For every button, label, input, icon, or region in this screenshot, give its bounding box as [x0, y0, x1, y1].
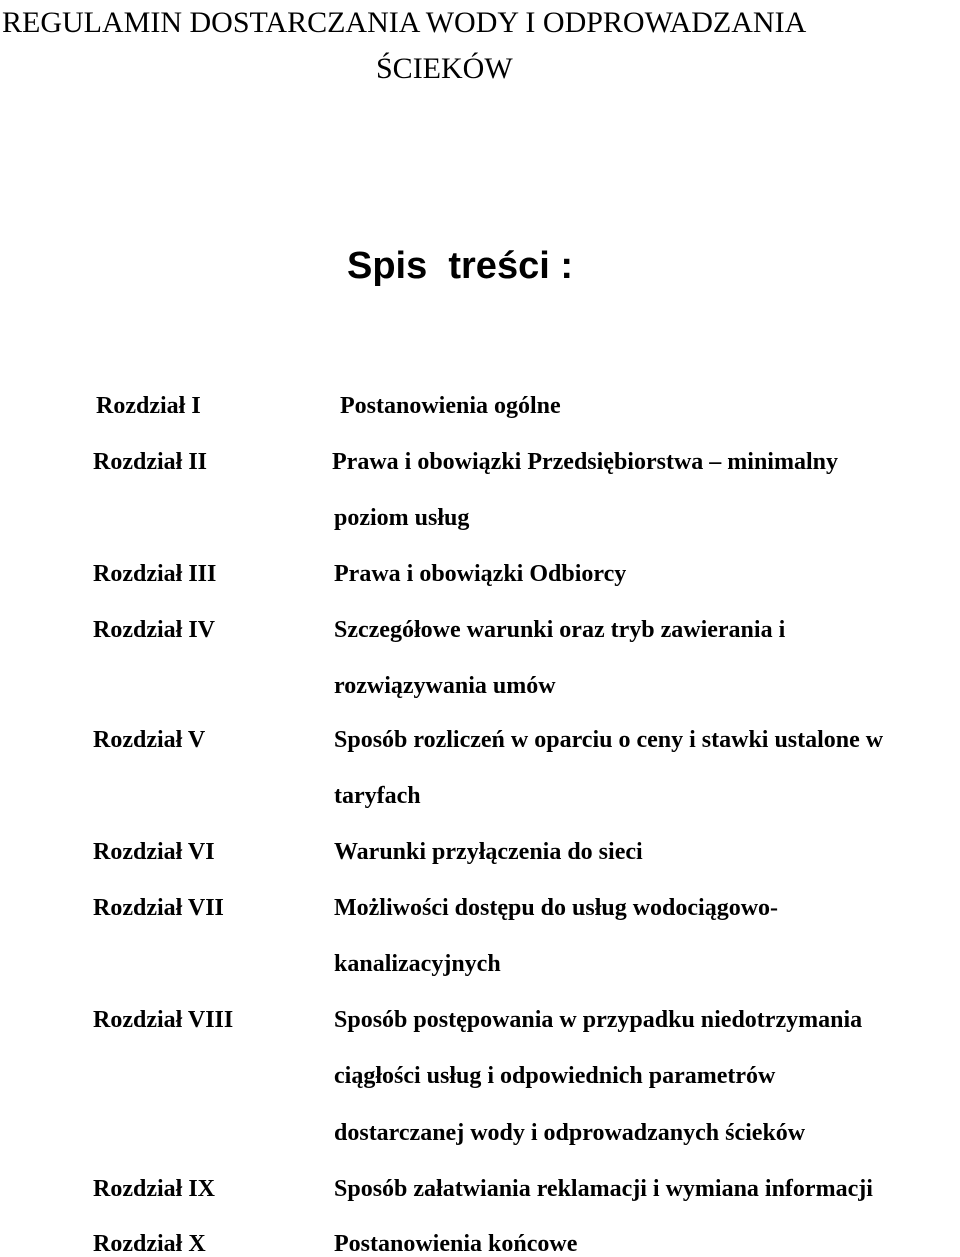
toc-chapter-label: Rozdział IV	[93, 617, 215, 643]
toc-chapter-description: Postanowienia ogólne	[340, 393, 561, 419]
toc-chapter-label: Rozdział III	[93, 561, 217, 587]
toc-chapter-label: Rozdział IX	[93, 1176, 215, 1202]
toc-chapter-description-continuation: taryfach	[334, 783, 421, 809]
document-title-line-2: ŚCIEKÓW	[376, 52, 513, 85]
toc-chapter-label: Rozdział X	[93, 1231, 206, 1257]
toc-chapter-description: Możliwości dostępu do usług wodociągowo-	[334, 895, 779, 921]
document-title-line-1: REGULAMIN DOSTARCZANIA WODY I ODPROWADZANIA	[2, 6, 807, 39]
toc-chapter-description: Prawa i obowiązki Odbiorcy	[334, 561, 627, 587]
toc-chapter-description: Szczegółowe warunki oraz tryb zawierania i	[334, 617, 786, 643]
toc-chapter-label: Rozdział V	[93, 727, 206, 753]
toc-chapter-description: Sposób załatwiania reklamacji i wymiana informacji	[334, 1176, 873, 1202]
toc-chapter-description: Prawa i obowiązki Przedsiębiorstwa – minimalny	[332, 449, 838, 475]
toc-chapter-description-continuation: poziom usług	[334, 505, 470, 531]
toc-chapter-description: Sposób postępowania w przypadku niedotrzymania	[334, 1007, 863, 1033]
toc-chapter-description: Sposób rozliczeń w oparciu o ceny i stawki ustalone w	[334, 727, 884, 753]
toc-chapter-description-continuation: rozwiązywania umów	[334, 673, 556, 699]
toc-chapter-label: Rozdział I	[96, 393, 201, 419]
toc-chapter-description: Postanowienia końcowe	[334, 1231, 578, 1257]
toc-chapter-label: Rozdział II	[93, 449, 207, 475]
toc-chapter-description-continuation: dostarczanej wody i odprowadzanych ścieków	[334, 1120, 806, 1146]
toc-chapter-label: Rozdział VI	[93, 839, 215, 865]
toc-chapter-description-continuation: kanalizacyjnych	[334, 951, 501, 977]
toc-chapter-description-continuation: ciągłości usług i odpowiednich parametrów	[334, 1063, 776, 1089]
toc-chapter-description: Warunki przyłączenia do sieci	[334, 839, 643, 865]
toc-chapter-label: Rozdział VIII	[93, 1007, 234, 1033]
toc-chapter-label: Rozdział VII	[93, 895, 224, 921]
toc-heading: Spis treści :	[347, 245, 573, 287]
